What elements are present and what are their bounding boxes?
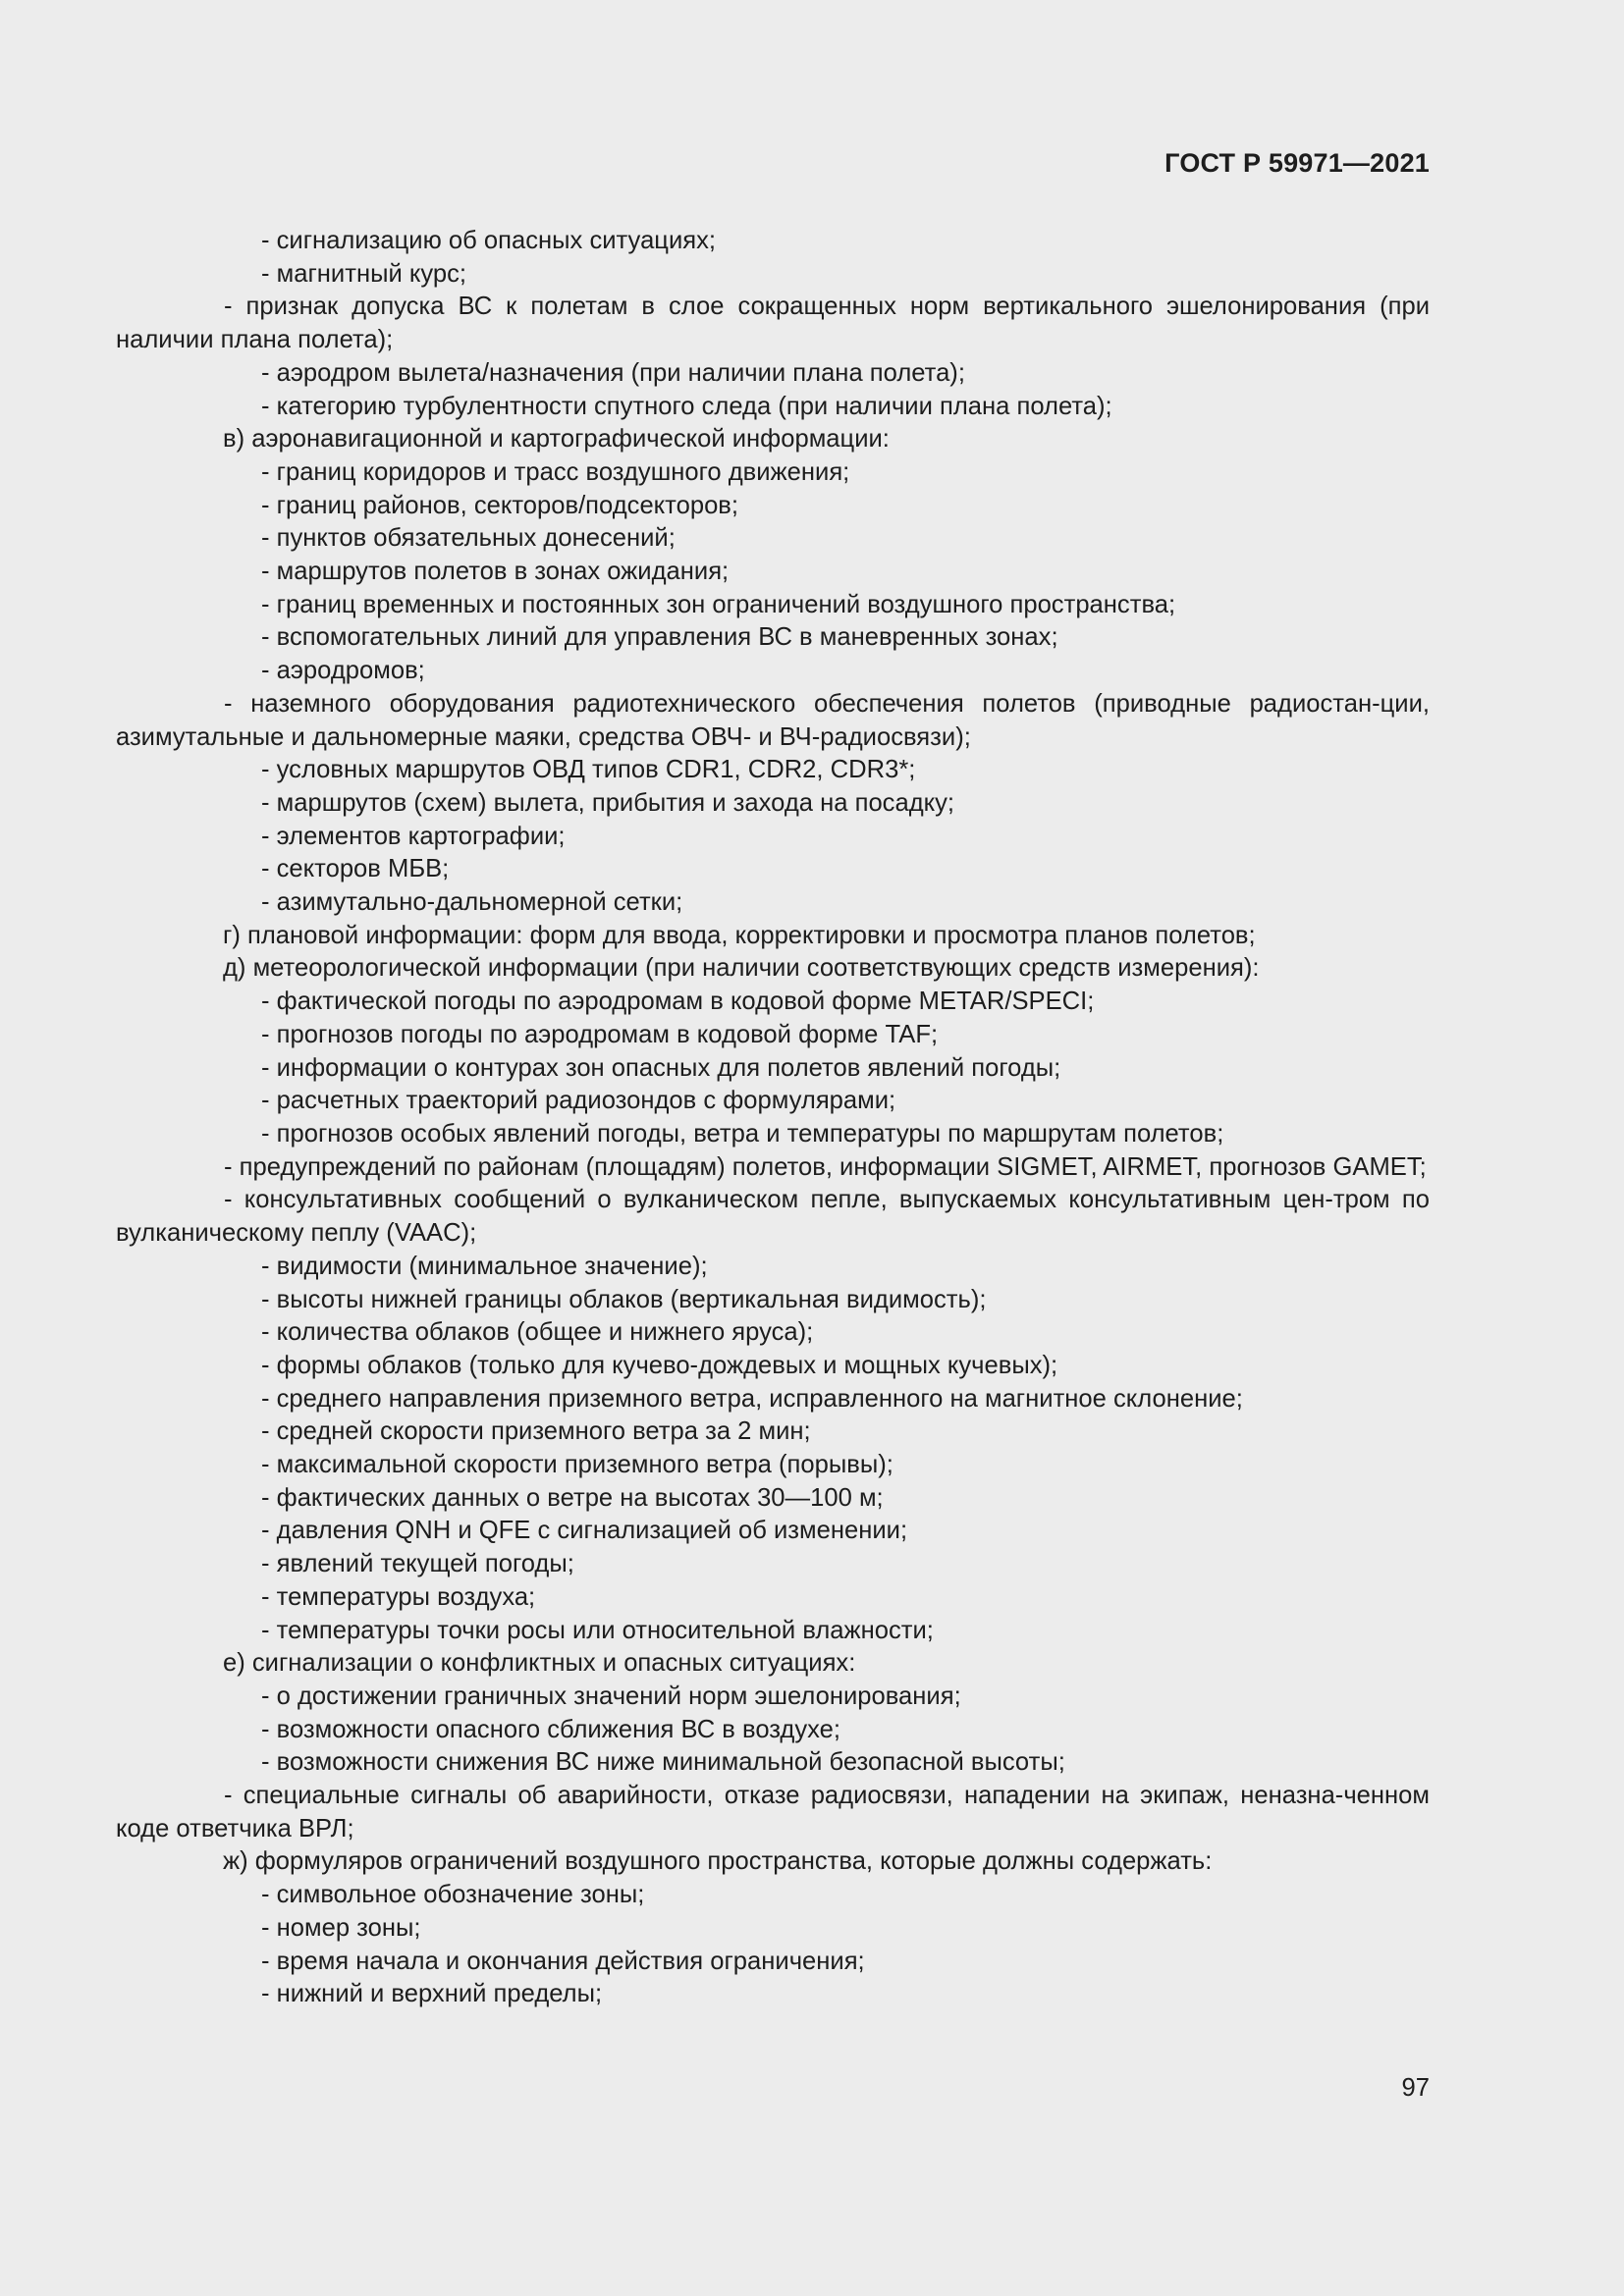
list-item: - информации о контурах зон опасных для полетов явлений погоды;	[261, 1053, 1061, 1082]
list-item: - нижний и верхний пределы;	[261, 1980, 603, 2008]
page-number: 97	[1401, 2074, 1430, 2102]
list-section-item: д) метеорологической информации (при наличии соответствующих средств измерения):	[223, 954, 1260, 983]
list-item: - фактических данных о ветре на высотах 30—100 м;	[261, 1483, 884, 1512]
list-item: - специальные сигналы об аварийности, отказе радиосвязи, нападении на экипаж, неназна-ченном коде ответчика ВРЛ;	[116, 1782, 1430, 1842]
list-item: - прогнозов особых явлений погоды, ветра и температуры по маршрутам полетов;	[261, 1119, 1224, 1148]
list-item: - наземного оборудования радиотехнического обеспечения полетов (приводные радиостан-ции, азимутальные и дальномерные маяки, средства ОВЧ- и ВЧ-радиосвязи);	[116, 689, 1430, 751]
list-item: - время начала и окончания действия ограничения;	[261, 1947, 865, 1975]
list-item: - средней скорости приземного ветра за 2 мин;	[261, 1417, 811, 1446]
list-item: - номер зоны;	[261, 1913, 421, 1942]
list-item: - максимальной скорости приземного ветра (порывы);	[261, 1451, 893, 1479]
list-item: - вспомогательных линий для управления ВС в маневренных зонах;	[261, 623, 1058, 652]
list-item: - температуры точки росы или относительной влажности;	[261, 1616, 934, 1644]
list-item: - высоты нижней границы облаков (вертикальная видимость);	[261, 1285, 987, 1313]
list-item: - консультативных сообщений о вулканическом пепле, выпускаемых консультативным цен-тром по вулканическому пеплу (VAAC);	[116, 1186, 1430, 1248]
list-section-item: е) сигнализации о конфликтных и опасных ситуациях:	[223, 1649, 856, 1678]
list-item: - границ коридоров и трасс воздушного движения;	[261, 457, 850, 486]
document-number: ГОСТ Р 59971—2021	[1164, 148, 1430, 178]
list-item: - азимутально-дальномерной сетки;	[261, 888, 683, 917]
list-item: - среднего направления приземного ветра, исправленного на магнитное склонение;	[261, 1384, 1243, 1413]
list-item: - символьное обозначение зоны;	[261, 1881, 645, 1909]
list-item: - явлений текущей погоды;	[261, 1550, 574, 1578]
list-item: - прогнозов погоды по аэродромам в кодовой форме TAF;	[261, 1020, 939, 1048]
list-item: - видимости (минимальное значение);	[261, 1252, 708, 1280]
list-item: - признак допуска ВС к полетам в слое сокращенных норм вертикального эшелонирования (при наличии плана полета);	[116, 293, 1430, 354]
list-item: - температуры воздуха;	[261, 1582, 536, 1611]
list-section-item: в) аэронавигационной и картографической информации:	[223, 425, 890, 454]
list-item: - элементов картографии;	[261, 822, 566, 850]
list-item: - условных маршрутов ОВД типов CDR1, CDR2, CDR3*;	[261, 756, 916, 784]
list-item: - секторов МБВ;	[261, 855, 450, 883]
list-item: - маршрутов полетов в зонах ожидания;	[261, 558, 730, 586]
list-item: - о достижении граничных значений норм эшелонирования;	[261, 1682, 961, 1710]
list-item: - границ районов, секторов/подсекторов;	[261, 491, 739, 519]
document-body	[116, 225, 1430, 2011]
list-section-item: г) плановой информации: форм для ввода, корректировки и просмотра планов полетов;	[223, 921, 1256, 949]
list-item: - фактической погоды по аэродромам в кодовой форме METAR/SPECI;	[261, 988, 1095, 1016]
list-item: - количества облаков (общее и нижнего яруса);	[261, 1318, 814, 1347]
list-section-item: ж) формуляров ограничений воздушного пространства, которые должны содержать:	[223, 1847, 1213, 1876]
list-item: - формы облаков (только для кучево-дождевых и мощных кучевых);	[261, 1351, 1058, 1379]
list-item: - возможности снижения ВС ниже минимальной безопасной высоты;	[261, 1748, 1065, 1777]
list-item: - границ временных и постоянных зон ограничений воздушного пространства;	[261, 590, 1176, 618]
list-item: - аэродромов;	[261, 657, 425, 685]
list-item: - аэродром вылета/назначения (при наличии плана полета);	[261, 358, 965, 387]
list-item: - расчетных траекторий радиозондов с формулярами;	[261, 1087, 896, 1115]
list-item: - предупреждений по районам (площадям) полетов, информации SIGMET, AIRMET, прогнозов GAMET;	[224, 1152, 1427, 1181]
list-item: - возможности опасного сближения ВС в воздухе;	[261, 1715, 841, 1743]
list-item: - категорию турбулентности спутного следа (при наличии плана полета);	[261, 392, 1112, 420]
list-item: - маршрутов (схем) вылета, прибытия и захода на посадку;	[261, 788, 955, 817]
list-item: - сигнализацию об опасных ситуациях;	[261, 227, 717, 254]
list-item: - пунктов обязательных донесений;	[261, 524, 676, 553]
list-item: - магнитный курс;	[261, 259, 467, 288]
list-item: - давления QNH и QFE с сигнализацией об изменении;	[261, 1517, 908, 1545]
